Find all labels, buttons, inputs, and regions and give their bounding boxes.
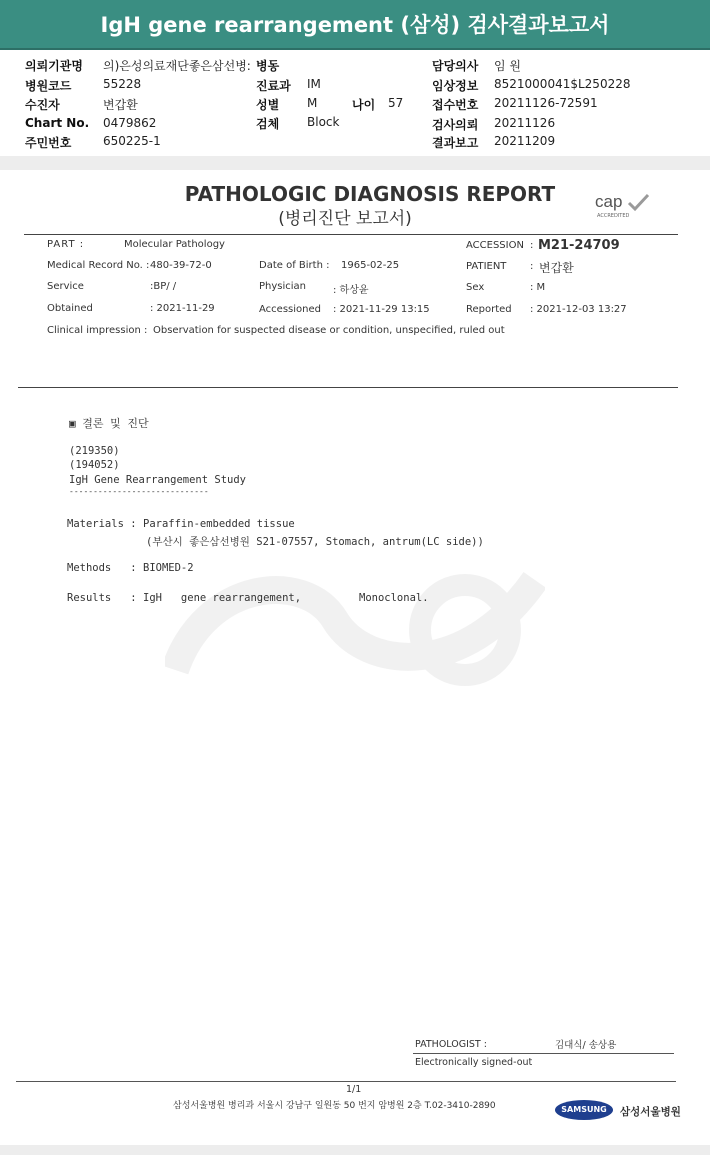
accessioned-label: Accessioned — [259, 304, 321, 315]
accession-value: M21-24709 — [538, 238, 620, 253]
separator-band — [0, 156, 710, 170]
study-underline: ----------------------------- — [69, 487, 209, 496]
results-value: IgH gene rearrangement, — [143, 592, 302, 604]
hospital-name: 삼성서울병원 — [620, 1106, 681, 1118]
reported-value: : 2021-12-03 13:27 — [530, 304, 627, 315]
physician-value: : 하상윤 — [333, 285, 369, 296]
pathologist-value: 김대식/ 송상용 — [555, 1040, 617, 1051]
results-label: Results : — [67, 592, 137, 604]
sex-label: 성별 — [256, 98, 280, 112]
ward-label: 병동 — [256, 59, 280, 73]
obtained-label: Obtained — [47, 303, 93, 314]
methods-value: BIOMED-2 — [143, 562, 194, 574]
obtained-value: : 2021-11-29 — [150, 303, 215, 314]
patient-label-report: PATIENT — [466, 261, 507, 272]
report-subtitle: (병리진단 보고서) — [278, 209, 412, 229]
specimen-label: 검체 — [256, 117, 280, 131]
title-bar — [0, 0, 710, 50]
sex-label-report: Sex — [466, 282, 485, 293]
materials-value: Paraffin-embedded tissue — [143, 518, 295, 530]
materials-label: Materials : — [67, 518, 137, 530]
clinical-info-value: 8521000041$L250228 — [494, 77, 631, 91]
samsung-logo: SAMSUNG — [555, 1100, 613, 1120]
accession-label: ACCESSION — [466, 240, 524, 251]
footer-rule — [16, 1081, 676, 1082]
physician-label: Physician — [259, 281, 307, 292]
mrn-value: 480-39-72-0 — [150, 260, 212, 271]
results-result: Monoclonal. — [359, 592, 429, 604]
request-org-label: 의뢰기관명 — [25, 59, 83, 73]
code-1: (219350) — [69, 445, 120, 457]
request-date-label: 검사의뢰 — [432, 118, 479, 132]
request-date-value: 20211126 — [494, 116, 556, 130]
section-heading: ▣ 결론 및 진단 — [69, 417, 149, 430]
patient-value-report: 변갑환 — [539, 261, 574, 275]
rrn-value: 650225-1 — [103, 134, 161, 148]
sex-value: M — [307, 96, 318, 110]
receipt-label: 접수번호 — [432, 98, 479, 112]
age-value: 57 — [388, 96, 404, 110]
clinical-impression-value: Observation for suspected disease or condition, unspecified, ruled out — [153, 325, 505, 336]
dept-label: 진료과 — [256, 79, 291, 93]
patient-value: 변갑환 — [103, 98, 138, 112]
info-rule — [18, 387, 678, 388]
checkmark-icon — [626, 192, 650, 212]
top-rule — [24, 234, 678, 235]
patient-label: 수진자 — [25, 98, 60, 112]
doctor-value: 임 원 — [494, 59, 521, 73]
part-label: PART : — [47, 239, 85, 250]
page-title: IgH gene rearrangement (삼성) 검사결과보고서 — [100, 13, 610, 37]
bottom-band — [0, 1145, 710, 1155]
cap-logo — [593, 192, 653, 222]
hospital-code-label: 병원코드 — [25, 79, 72, 93]
part-value: Molecular Pathology — [124, 239, 225, 250]
sex-value-report: : M — [530, 282, 546, 293]
receipt-value: 20211126-72591 — [494, 96, 598, 110]
clinical-info-label: 임상정보 — [432, 79, 479, 93]
chart-no-label: Chart No. — [25, 116, 90, 130]
dob-value: 1965-02-25 — [341, 260, 400, 271]
watermark — [165, 560, 545, 690]
service-label: Service — [47, 281, 84, 292]
dept-value: IM — [307, 77, 321, 91]
chart-no-value: 0479862 — [103, 116, 157, 130]
signed-out-text: Electronically signed-out — [415, 1057, 533, 1068]
signature-rule — [413, 1053, 674, 1054]
age-label: 나이 — [352, 98, 376, 112]
materials-detail: (부산시 좋은삼선병원 S21-07557, Stomach, antrum(LC side)) — [146, 536, 484, 548]
methods-label: Methods : — [67, 562, 137, 574]
service-value: :BP/ / — [150, 281, 177, 292]
dob-label: Date of Birth : — [259, 260, 330, 271]
mrn-label: Medical Record No. : — [47, 260, 150, 271]
reported-label: Reported — [466, 304, 512, 315]
study-title: IgH Gene Rearrangement Study — [69, 474, 247, 486]
request-org-value: 의)은성의료재단좋은삼선병: — [103, 59, 251, 73]
doctor-label: 담당의사 — [432, 59, 479, 73]
cap-logo-text: cap — [595, 192, 623, 211]
hospital-code-value: 55228 — [103, 77, 142, 91]
report-date-label: 결과보고 — [432, 136, 479, 150]
rrn-label: 주민번호 — [25, 136, 72, 150]
footer-address: 삼성서울병원 병리과 서울시 강남구 일원동 50 번지 암병원 2층 T.02-3410-2890 — [173, 1101, 496, 1111]
accessioned-value: : 2021-11-29 13:15 — [333, 304, 430, 315]
specimen-value: Block — [307, 115, 340, 129]
clinical-impression-label: Clinical impression : — [47, 325, 148, 336]
code-2: (194052) — [69, 459, 120, 471]
report-title: PATHOLOGIC DIAGNOSIS REPORT — [184, 182, 556, 206]
report-date-value: 20211209 — [494, 134, 556, 148]
cap-accredited-text: ACCREDITED — [597, 213, 630, 219]
page-number: 1/1 — [346, 1084, 362, 1095]
pathologist-label: PATHOLOGIST : — [415, 1039, 487, 1050]
